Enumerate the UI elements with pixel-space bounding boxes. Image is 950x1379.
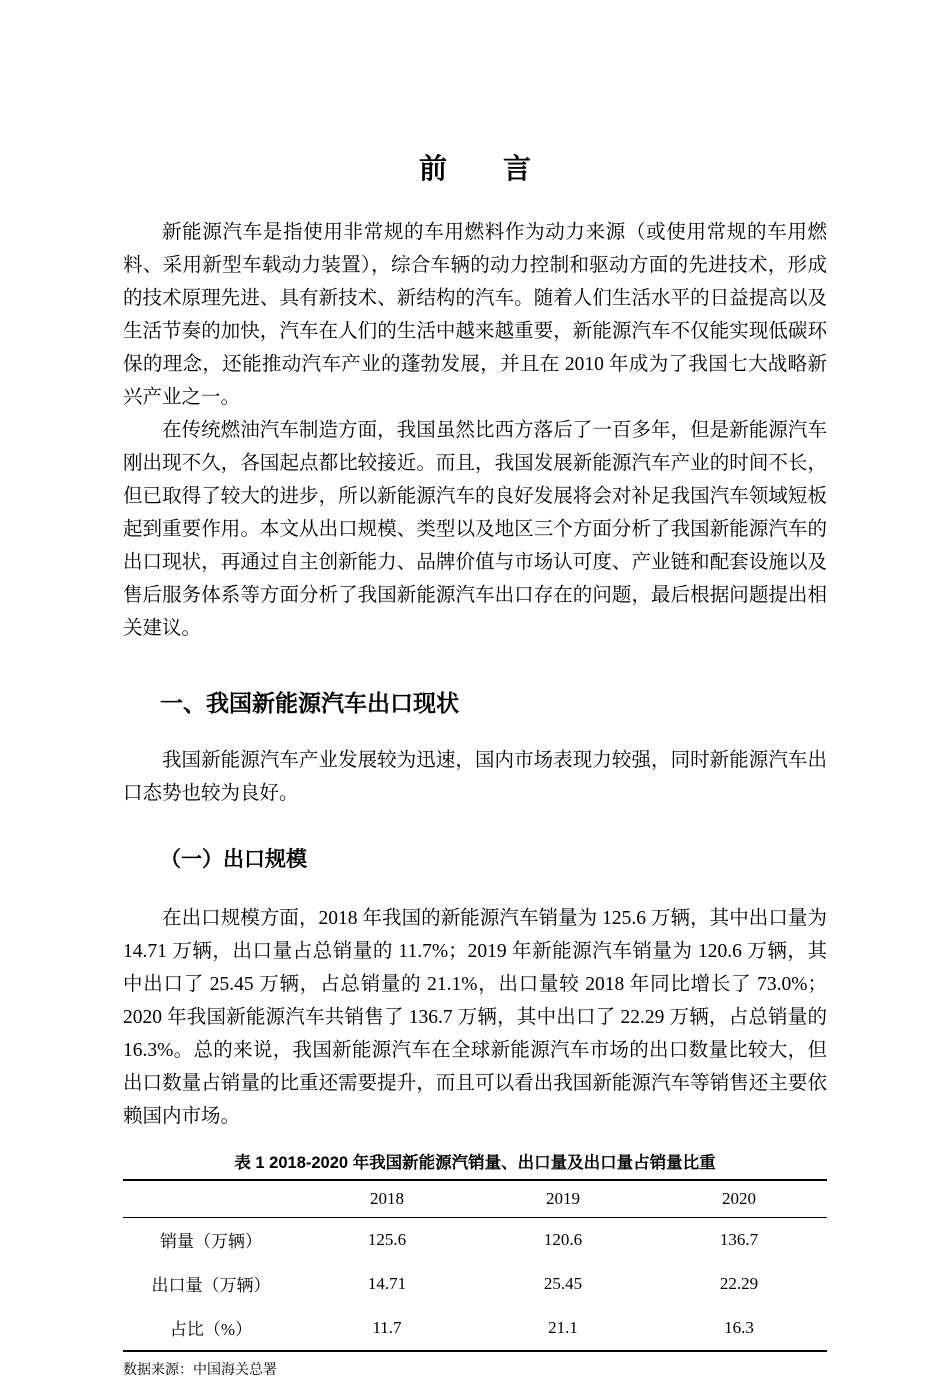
subsection-heading-export-scale: （一）出口规模	[160, 848, 307, 872]
subsection-paragraph: 在出口规模方面，2018 年我国的新能源汽车销量为 125.6 万辆，其中出口量为 14.71 万辆，出口量占总销量的 11.7%；2019 年新能源汽车销量为 120.6 万辆，其中出口了 25.45 万辆，占总销量的 21.1%，出口量较 2018 年同比增长了 73.0%；2020 年我国新能源汽车共销售了 136.7 万辆，其中出口了 22.29 万辆，占总销量的 16.3%。总的来说，我国新能源汽车在全球新能源汽车市场的出口数量比较大，但出口数量占销量的比重还需要提升，而且可以看出我国新能源汽车等销售还主要依赖国内市场。	[123, 907, 827, 1127]
table-row	[123, 1217, 827, 1262]
cell-export-2018: 14.71	[367, 1273, 407, 1293]
preface-paragraph-2: 在传统燃油汽车制造方面，我国虽然比西方落后了一百多年，但是新能源汽车刚出现不久，各国起点都比较接近。而且，我国发展新能源汽车产业的时间不长，但已取得了较大的进步，所以新能源汽车的良好发展将会对补足我国汽车领域短板起到重要作用。本文从出口规模、类型以及地区三个方面分析了我国新能源汽车的出口现状，再通过自主创新能力、品牌价值与市场认可度、产业链和配套设施以及售后服务体系等方面分析了我国新能源汽车出口存在的问题，最后根据问题提出相关建议。	[123, 419, 827, 639]
cell-export-2020: 22.29	[719, 1273, 759, 1293]
table-row	[123, 1306, 827, 1351]
table-header-blank	[123, 1180, 299, 1218]
preface-paragraph-1: 新能源汽车是指使用非常规的车用燃料作为动力来源（或使用常规的车用燃料、采用新型车载动力装置），综合车辆的动力控制和驱动方面的先进技术，形成的技术原理先进、具有新技术、新结构的汽车。随着人们生活水平的日益提高以及生活节奏的加快，汽车在人们的生活中越来越重要，新能源汽车不仅能实现低碳环保的理念，还能推动汽车产业的蓬勃发展，并且在 2010 年成为了我国七大战略新兴产业之一。	[123, 221, 827, 408]
section-paragraph: 我国新能源汽车产业发展较为迅速，国内市场表现力较强，同时新能源汽车出口态势也较为良好。	[123, 750, 827, 805]
cell-share-2020: 16.3	[724, 1317, 754, 1337]
table-header-2020: 2020	[722, 1188, 756, 1208]
row-label-export: 出口量（万辆）	[151, 1276, 271, 1296]
table-header-row	[123, 1180, 827, 1218]
table-caption: 表 1 2018-2020 年我国新能源汽销量、出口量及出口量占销量比重	[234, 1153, 716, 1172]
cell-sales-2019: 120.6	[543, 1229, 583, 1249]
row-label-sales: 销量（万辆）	[160, 1232, 262, 1252]
table-row	[123, 1262, 827, 1306]
table-header-2019: 2019	[546, 1188, 580, 1208]
cell-sales-2018: 125.6	[367, 1229, 407, 1249]
cell-share-2019: 21.1	[548, 1317, 578, 1337]
row-label-share: 占比（%）	[169, 1320, 253, 1340]
export-data-table	[123, 1179, 827, 1352]
section-heading-export-status: 一、我国新能源汽车出口现状	[160, 689, 459, 716]
table-source-note: 数据来源：中国海关总署	[123, 1362, 277, 1378]
cell-share-2018: 11.7	[372, 1317, 402, 1337]
table-header-2018: 2018	[370, 1188, 404, 1208]
cell-sales-2020: 136.7	[719, 1229, 759, 1249]
page-title: 前 言	[418, 153, 531, 184]
cell-export-2019: 25.45	[543, 1273, 583, 1293]
